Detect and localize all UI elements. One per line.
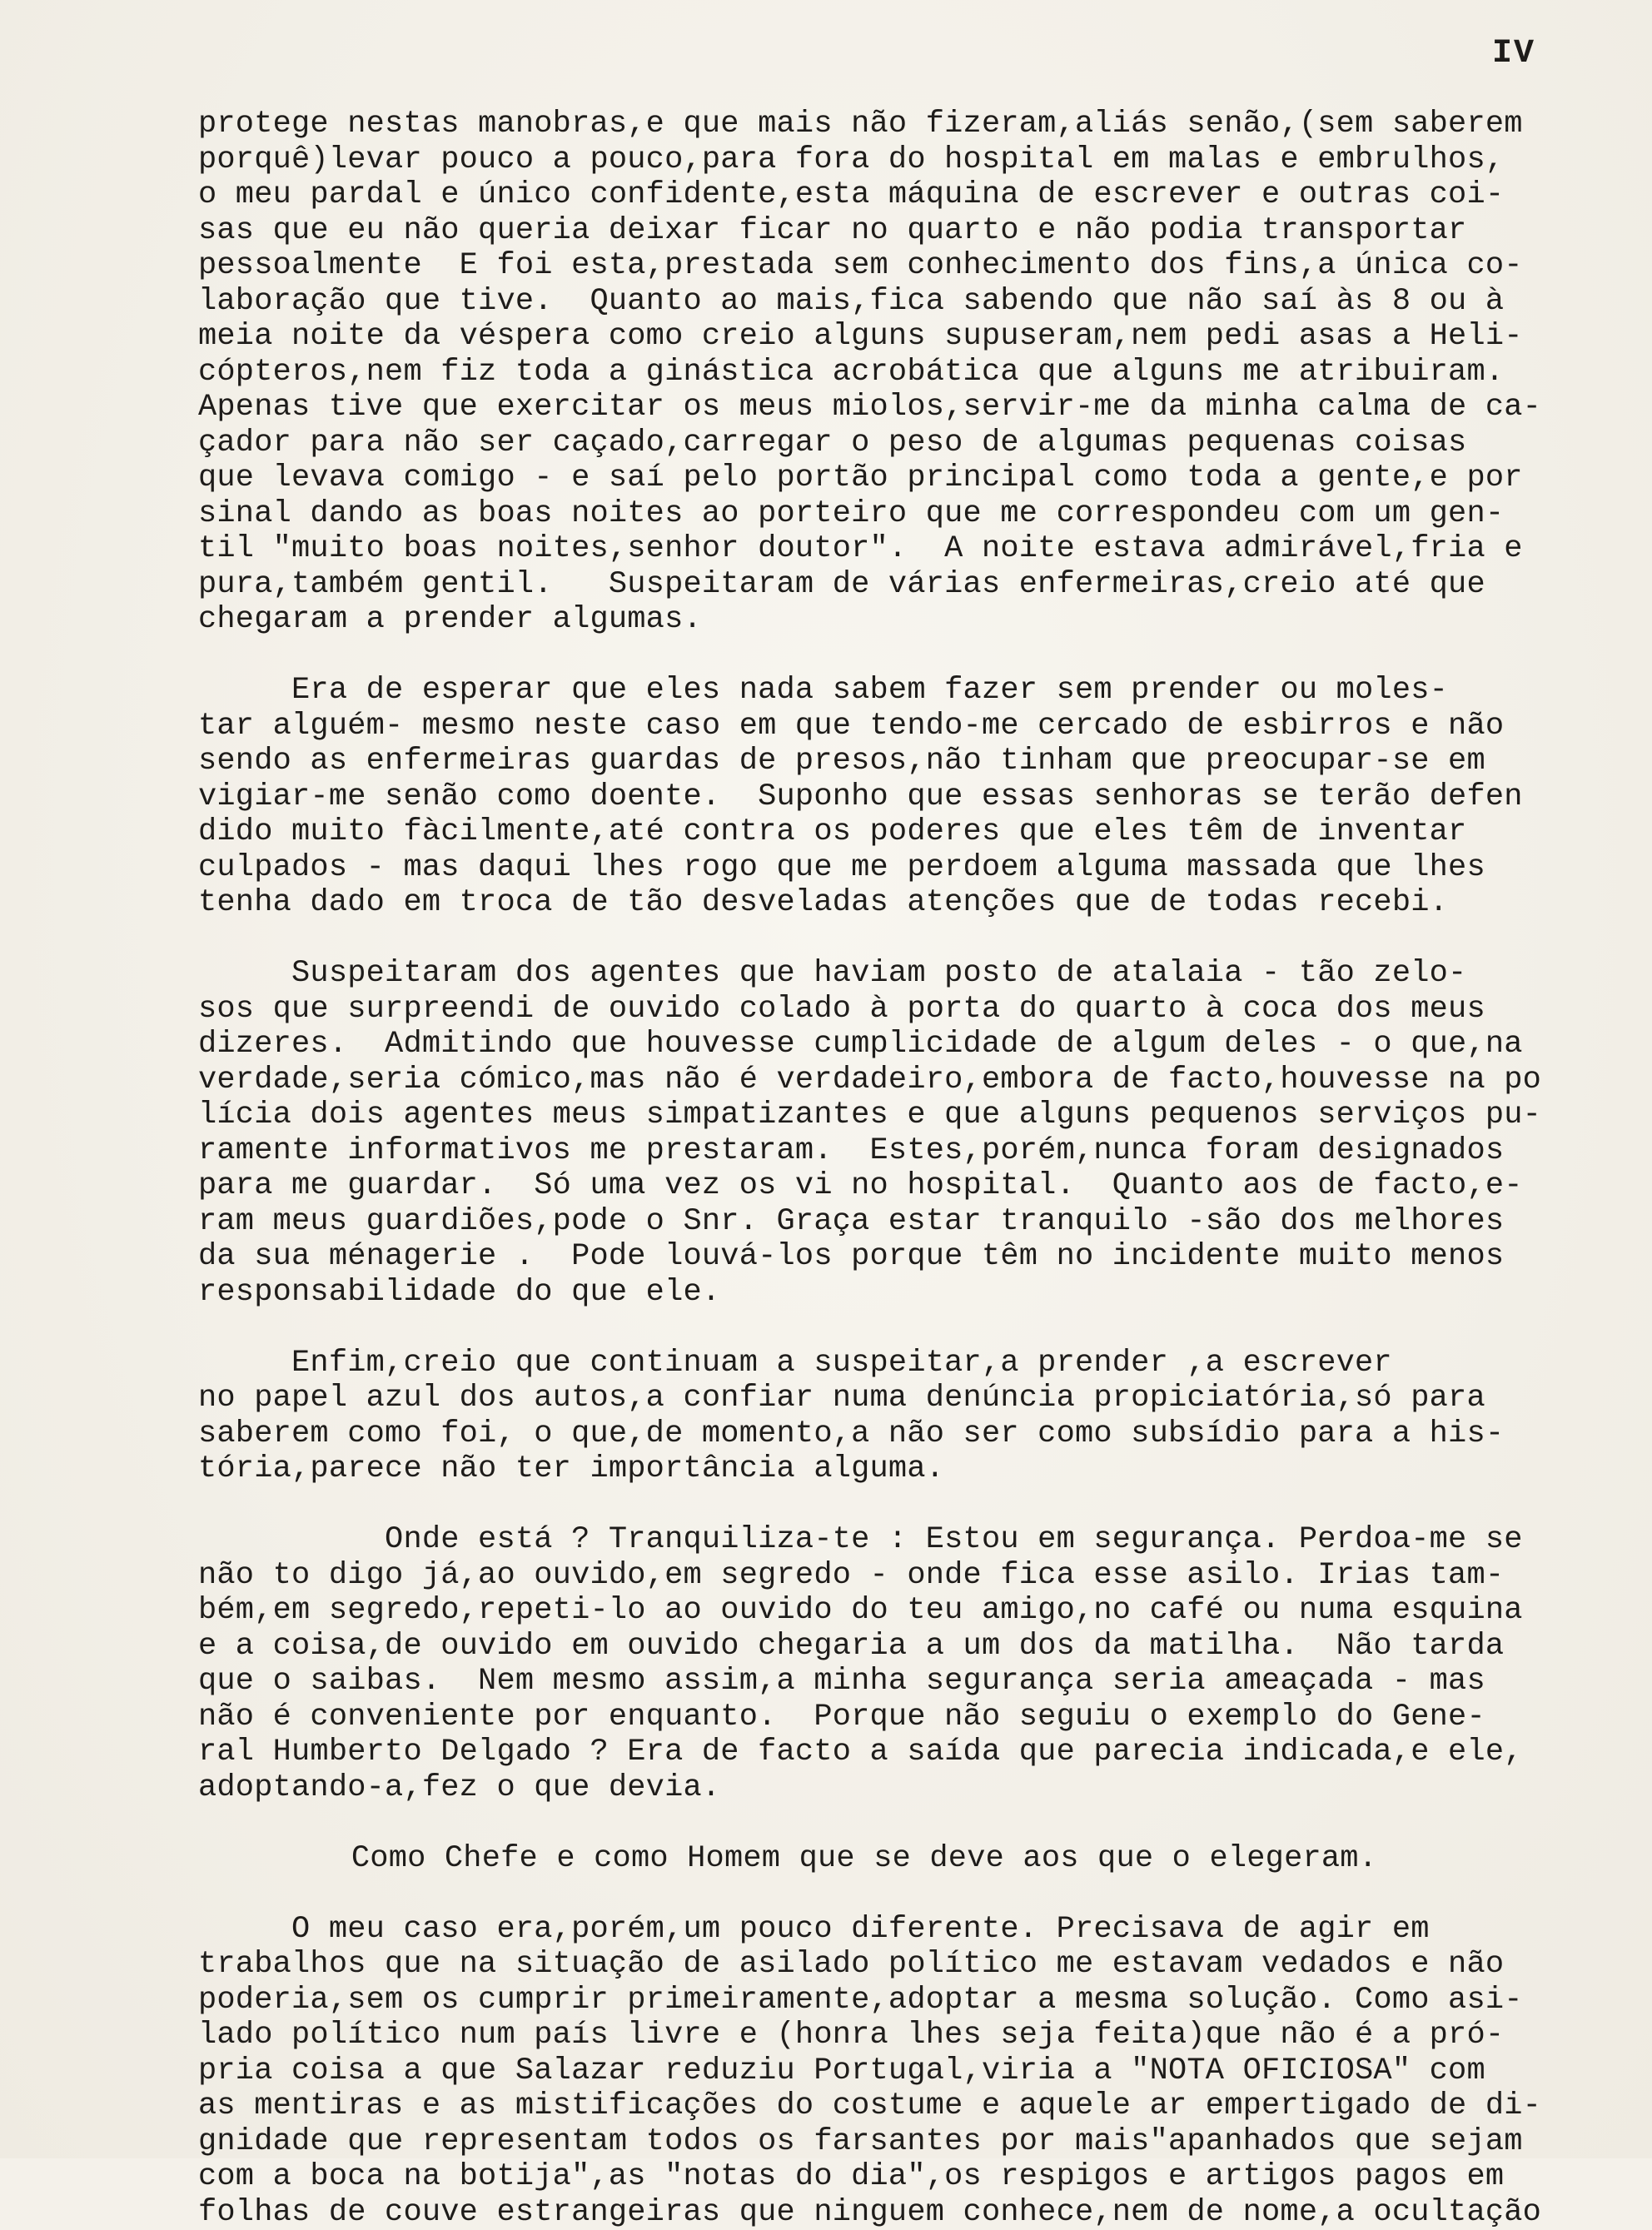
body-text [198,107,1630,2230]
paragraph-4: Enfim,creio que continuam a suspeitar,a prender ,a escrever no papel azul dos autos,a confiar numa denúncia propiciatória,só para saberem como foi, o que,de momento,a não ser como subsídio para a his- tória,parece não ter importância alguma. [198,1346,1630,1487]
paragraph-3: Suspeitaram dos agentes que haviam posto de atalaia - tão zelo- sos que surpreendi de ouvido colado à porta do quarto à coca dos meus dizeres. Admitindo que houvesse cumplicidade de algum deles - o que,na verdade,seria cómico,mas não é verdadeiro,embora de facto,houvesse na po lícia dois agentes meus simpatizantes e que alguns pequenos serviços pu- ramente informativos me prestaram. Estes,porém,nunca foram designados para me guardar. Só uma vez os vi no hospital. Quanto aos de facto,e- ram meus guardiões,pode o Snr. Graça estar tranquilo -são dos melhores da sua ménagerie . Pode louvá-los porque têm no incidente muito menos responsabilidade do que ele. [198,956,1630,1310]
paragraph-2: Era de esperar que eles nada sabem fazer sem prender ou moles- tar alguém- mesmo neste caso em que tendo-me cercado de esbirros e não sendo as enfermeiras guardas de presos,não tinham que preocupar-se em vigiar-me senão como doente. Suponho que essas senhoras se terão defen dido muito fàcilmente,até contra os poderes que eles têm de inventar culpados - mas daqui lhes rogo que me perdoem alguma massada que lhes tenha dado em troca de tão desveladas atenções que de todas recebi. [198,673,1630,921]
paragraph-5: Onde está ? Tranquiliza-te : Estou em segurança. Perdoa-me se não to digo já,ao ouvido,em segredo - onde fica esse asilo. Irias tam- bém,em segredo,repeti-lo ao ouvido do teu amigo,no café ou numa esquina e a coisa,de ouvido em ouvido chegaria a um dos da matilha. Não tarda que o saibas. Nem mesmo assim,a minha segurança seria ameaçada - mas não é conveniente por enquanto. Porque não seguiu o exemplo do Gene- ral Humberto Delgado ? Era de facto a saída que parecia indicada,e ele, adoptando-a,fez o que devia. [198,1522,1630,1805]
paragraph-1: protege nestas manobras,e que mais não fizeram,aliás senão,(sem saberem porquê)levar pouco a pouco,para fora do hospital em malas e embrulhos, o meu pardal e único confidente,esta máquina de escrever e outras coi- sas que eu não queria deixar ficar no quarto e não podia transportar pessoalmente E foi esta,prestada sem conhecimento dos fins,a única co- laboração que tive. Quanto ao mais,fica sabendo que não saí às 8 ou à meia noite da véspera como creio alguns supuseram,nem pedi asas a Heli- cópteros,nem fiz toda a ginástica acrobática que alguns me atribuiram. Apenas tive que exercitar os meus miolos,servir-me da minha calma de ca- çador para não ser caçado,carregar o peso de algumas pequenas coisas que levava comigo - e saí pelo portão principal como toda a gente,e por sinal dando as boas noites ao porteiro que me correspondeu com um gen- til "muito boas noites,senhor doutor". A noite estava admirável,fria e pura,também gentil. Suspeitaram de várias enfermeiras,creio até que chegaram a prender algumas. [198,107,1630,638]
paragraph-6: Como Chefe e como Homem que se deve aos que o elegeram. [198,1841,1630,1877]
page-number: IV [1492,35,1535,72]
paragraph-7: O meu caso era,porém,um pouco diferente. Precisava de agir em trabalhos que na situação de asilado político me estavam vedados e não poderia,sem os cumprir primeiramente,adoptar a mesma solução. Como asi- lado político num país livre e (honra lhes seja feita)que não é a pró- pria coisa a que Salazar reduziu Portugal,viria a "NOTA OFICIOSA" com as mentiras e as mistificações do costume e aquele ar empertigado de di- gnidade que representam todos os farsantes por mais"apanhados que sejam com a boca na botija",as "notas do dia",os respigos e artigos pagos em folhas de couve estrangeiras que ninguem conhece,nem de nome,a ocultação [198,1912,1630,2230]
